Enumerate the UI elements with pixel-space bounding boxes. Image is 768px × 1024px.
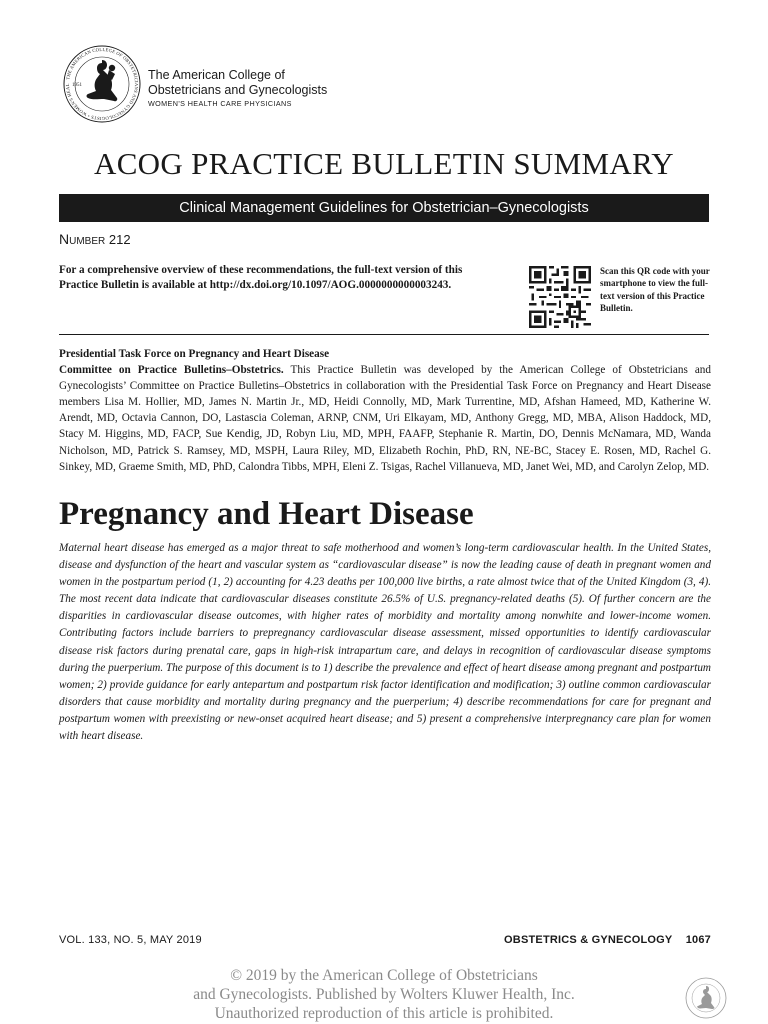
page-number: 1067 bbox=[685, 934, 711, 946]
committee-name: Committee on Practice Bulletins–Obstetrics. bbox=[59, 364, 284, 377]
watermark-seal-logo bbox=[684, 976, 728, 1020]
issue-number-label: Number bbox=[59, 231, 106, 247]
journal-footer bbox=[504, 934, 711, 946]
acog-seal-logo bbox=[62, 44, 142, 124]
full-text-link-note[interactable]: For a comprehensive overview of these recommendations, the full-text version of this Practice Bulletin is available at http://dx.doi.org/10.1097/AOG.0000000000003243. bbox=[59, 264, 463, 291]
article-title: Pregnancy and Heart Disease bbox=[59, 496, 474, 532]
abstract-text: Maternal heart disease has emerged as a major threat to safe motherhood and women’s long-term cardiovascular health. In the United States, disease and dysfunction of the heart and vascular system as “cardiovascular disease” is now the leading cause of death in pregnant women and women in the postpartum period (1, 2) accounting for 4.23 deaths per 100,000 live births, a rate almost twice that of the United Kingdom (3, 4). The most recent data indicate that cardiovascular diseases constitute 26.5% of U.S. pregnancy-related deaths (5). Of further concern are the disparities in cardiovascular disease outcomes, with higher rates of morbidity and mortality among nonwhite and lower-income women. Contributing factors include barriers to prepregnancy cardiovascular disease assessment, missed opportunities to identify cardiovascular disease risk factors during prenatal care, gaps in high-risk intrapartum care, and delays in recognition of cardiovascular disease symptoms during the puerperium. The purpose of this document is to 1) describe the prevalence and effect of heart disease among pregnant and postpartum women; 2) provide guidance for early antepartum and postpartum risk factor identification and modification; 3) outline common cardiovascular disorders that cause morbidity and mortality during pregnancy and the puerperium; 4) describe recommendations for care for pregnant and postpartum women with preexisting or new-onset acquired heart disease; and 5) present a comprehensive interpregnancy care plan for women with heart disease. bbox=[59, 542, 711, 743]
issue-number bbox=[59, 231, 131, 247]
qr-code[interactable] bbox=[529, 266, 591, 328]
seal-ring-text: THE AMERICAN COLLEGE OF OBSTETRICIANS AND GYNECOLOGISTS • WOMEN'S HEAL bbox=[64, 46, 140, 122]
document-type-heading: ACOG PRACTICE BULLETIN SUMMARY bbox=[94, 146, 674, 181]
copyright-notice bbox=[0, 966, 768, 1023]
copyright-line3: Unauthorized reproduction of this article is prohibited. bbox=[214, 1005, 554, 1022]
org-name-line2: Obstetricians and Gynecologists bbox=[148, 83, 328, 97]
issue-number-value: 212 bbox=[108, 232, 131, 247]
volume-info: VOL. 133, NO. 5, MAY 2019 bbox=[59, 934, 202, 946]
author-credits bbox=[59, 346, 711, 475]
guidelines-banner: Clinical Management Guidelines for Obstetrician–Gynecologists bbox=[59, 194, 709, 222]
section-divider bbox=[59, 334, 709, 335]
credits-body: This Practice Bulletin was developed by the American College of Obstetricians and Gynecologists’ Committee on Practice Bulletins–Obstetrics in collaboration with the Presidential Task Force on Pregnancy and Heart Disease members Lisa M. Hollier, MD, James N. Martin Jr., MD, Heidi Connolly, MD, Mark Turrentine, MD, Afshan Hameed, MD, Katherine W. Arendt, MD, Octavia Cannon, DO, Lastascia Coleman, ARNP, CNM, Uri Elkayam, MD, Anthony Gregg, MD, MBA, Alison Haddock, MD, Stacy M. Higgins, MD, FACP, Sue Kendig, JD, Robyn Liu, MD, MPH, FAAFP, Stephanie R. Martin, DO, Dennis McNamara, MD, Wanda Nicholson, MD, Patrick S. Ramsey, MD, MSPH, Laura Riley, MD, Elizabeth Rochin, PhD, RN, NE-BC, Stacey E. Rosen, MD, Rachel G. Sinkey, MD, Graeme Smith, MD, PhD, Calondra Tibbs, MPH, Eleni Z. Tsigas, Rachel Villanueva, MD, Janet Wei, MD, and Carolyn Zelop, MD. bbox=[59, 364, 711, 473]
org-name-line1: The American College of bbox=[148, 68, 285, 82]
journal-name: OBSTETRICS & GYNECOLOGY bbox=[504, 934, 673, 946]
seal-year: 1951 bbox=[72, 83, 82, 88]
copyright-line2: and Gynecologists. Published by Wolters Kluwer Health, Inc. bbox=[193, 986, 575, 1003]
org-tagline: WOMEN'S HEALTH CARE PHYSICIANS bbox=[148, 99, 292, 108]
copyright-line1: © 2019 by the American College of Obstetricians bbox=[230, 967, 538, 984]
organization-name bbox=[148, 68, 327, 110]
qr-caption: Scan this QR code with your smartphone to view the full-text version of this Practice Bulletin. bbox=[600, 266, 710, 314]
task-force-name: Presidential Task Force on Pregnancy and Heart Disease bbox=[59, 348, 330, 360]
